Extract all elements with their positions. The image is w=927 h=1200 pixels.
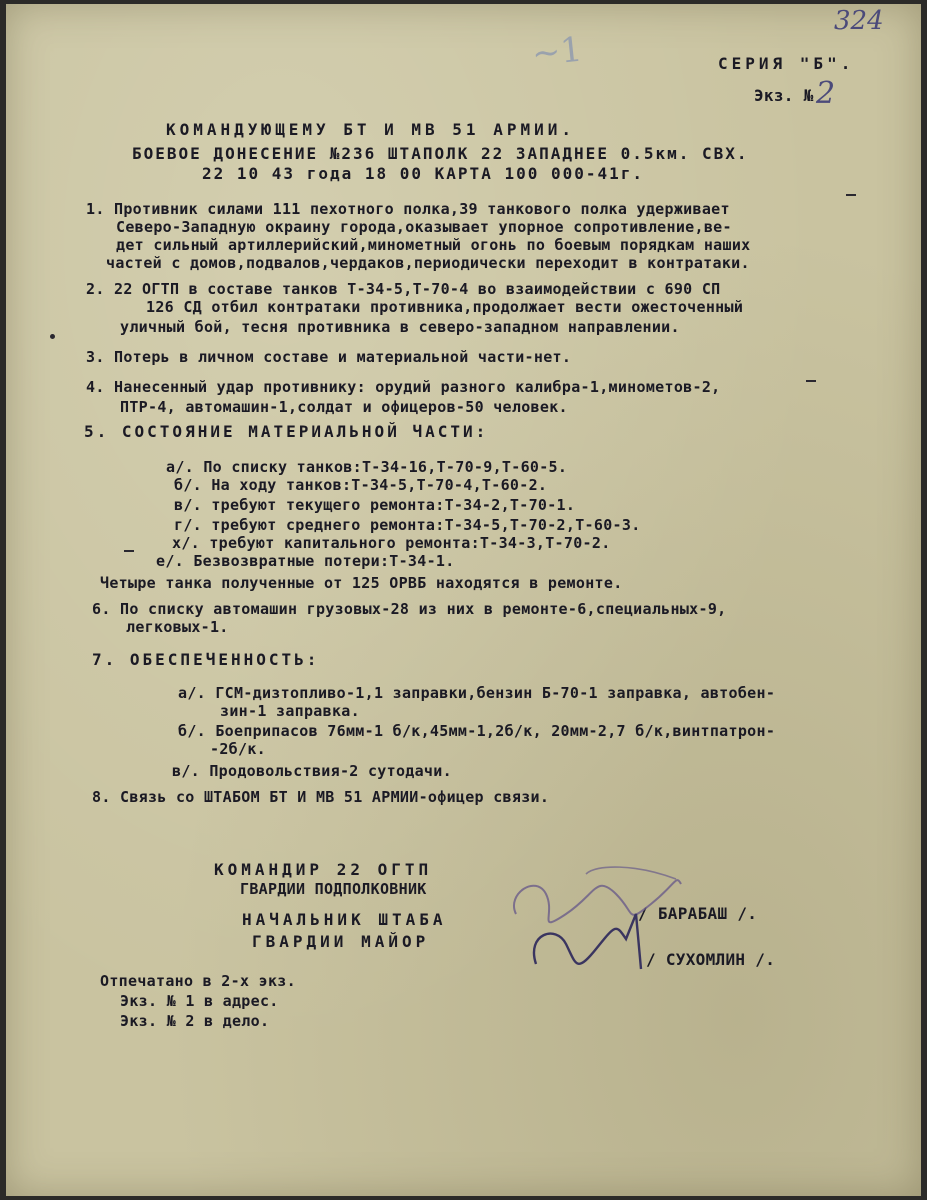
margin-mark (124, 550, 134, 552)
item-5-sub-e: е/. Безвозвратные потери:Т-34-1. (156, 552, 455, 570)
printed-copies: Отпечатано в 2-х экз. (100, 972, 296, 990)
report-title: БОЕВОЕ ДОНЕСЕНИЕ №236 ШТАПОЛК 22 ЗАПАДНЕЕ 0.5км. СВХ. (132, 144, 749, 163)
item-7-sub-b-line-1: б/. Боеприпасов 76мм-1 б/к,45мм-1,2б/к, 20мм-2,7 б/к,винтпатрон- (178, 722, 776, 740)
item-5-heading: 5. СОСТОЯНИЕ МАТЕРИАЛЬНОЙ ЧАСТИ: (84, 422, 489, 441)
margin-mark (846, 194, 856, 196)
handwritten-signatures (476, 854, 686, 984)
item-6-line-1: 6. По списку автомашин грузовых-28 из них в ремонте-6,специальных-9, (92, 600, 727, 618)
chief-of-staff-rank: ГВАРДИИ МАЙОР (252, 932, 430, 951)
item-2-line-1: 2. 22 ОГТП в составе танков Т-34-5,Т-70-4 во взаимодействии с 690 СП (86, 280, 721, 298)
margin-dot (50, 334, 55, 339)
margin-mark (806, 380, 816, 382)
chief-of-staff-name: / СУХОМЛИН /. (646, 950, 776, 969)
copy-label: Экз. № (754, 86, 814, 105)
item-7-heading: 7. ОБЕСПЕЧЕННОСТЬ: (92, 650, 320, 669)
copy-2-destination: Экз. № 2 в дело. (120, 1012, 270, 1030)
item-5-sub-a: а/. По списку танков:Т-34-16,Т-70-9,Т-60-5. (166, 458, 568, 476)
item-5-sub-g: г/. требуют среднего ремонта:Т-34-5,Т-70-2,Т-60-3. (174, 516, 641, 534)
item-5-sub-b: б/. На ходу танков:Т-34-5,Т-70-4,Т-60-2. (174, 476, 548, 494)
copy-1-destination: Экз. № 1 в адрес. (120, 992, 279, 1010)
archive-page-number: 324 (834, 6, 884, 36)
commander-rank: ГВАРДИИ ПОДПОЛКОВНИК (240, 880, 427, 898)
commander-name: / БАРАБАШ /. (638, 904, 758, 923)
series-label: СЕРИЯ "Б". (718, 54, 855, 73)
report-datetime: 22 10 43 года 18 00 КАРТА 100 000-41г. (202, 164, 645, 183)
item-7-sub-a-line-1: а/. ГСМ-дизтопливо-1,1 заправки,бензин Б-70-1 заправка, автобен- (178, 684, 776, 702)
addressee: КОМАНДУЮЩЕМУ БТ И МВ 51 АРМИИ. (166, 120, 575, 139)
item-1-line-3: дет сильный артиллерийский,минометный огонь по боевым порядкам наших (116, 236, 751, 254)
item-5-sub-v: в/. требуют текущего ремонта:Т-34-2,Т-70-1. (174, 496, 576, 514)
item-5-sub-h: х/. требуют капитального ремонта:Т-34-3,Т-70-2. (172, 534, 611, 552)
item-7-sub-v: в/. Продовольствия-2 сутодачи. (172, 762, 452, 780)
item-4-line-1: 4. Нанесенный удар противнику: орудий разного калибра-1,минометов-2, (86, 378, 721, 396)
item-6-line-2: легковых-1. (126, 618, 229, 636)
item-1-line-1: 1. Противник силами 111 пехотного полка,39 танкового полка удерживает (86, 200, 730, 218)
item-1-line-4: частей с домов,подвалов,чердаков,периодически переходит в контратаки. (106, 254, 750, 272)
item-4-line-2: ПТР-4, автомашин-1,солдат и офицеров-50 человек. (120, 398, 568, 416)
item-2-line-3: уличный бой, тесня противника в северо-западном направлении. (120, 318, 680, 336)
item-7-sub-b-line-2: -2б/к. (210, 740, 266, 758)
item-3-line-1: 3. Потерь в личном составе и материальной части-нет. (86, 348, 572, 366)
item-2-line-2: 126 СД отбил контратаки противника,продолжает вести ожесточенный (146, 298, 744, 316)
copy-number-handwritten: 2 (816, 76, 836, 111)
item-8-line-1: 8. Связь со ШТАБОМ БТ И МВ 51 АРМИИ-офицер связи. (92, 788, 550, 806)
item-7-sub-a-line-2: зин-1 заправка. (220, 702, 360, 720)
pencil-mark: ~1 (530, 29, 585, 75)
item-1-line-2: Северо-Западную окраину города,оказывает упорное сопротивление,ве- (116, 218, 732, 236)
document-page (6, 4, 921, 1196)
item-5-note: Четыре танка полученные от 125 ОРВБ находятся в ремонте. (100, 574, 623, 592)
chief-of-staff-title: НАЧАЛЬНИК ШТАБА (242, 910, 447, 929)
commander-title: КОМАНДИР 22 ОГТП (214, 860, 433, 879)
